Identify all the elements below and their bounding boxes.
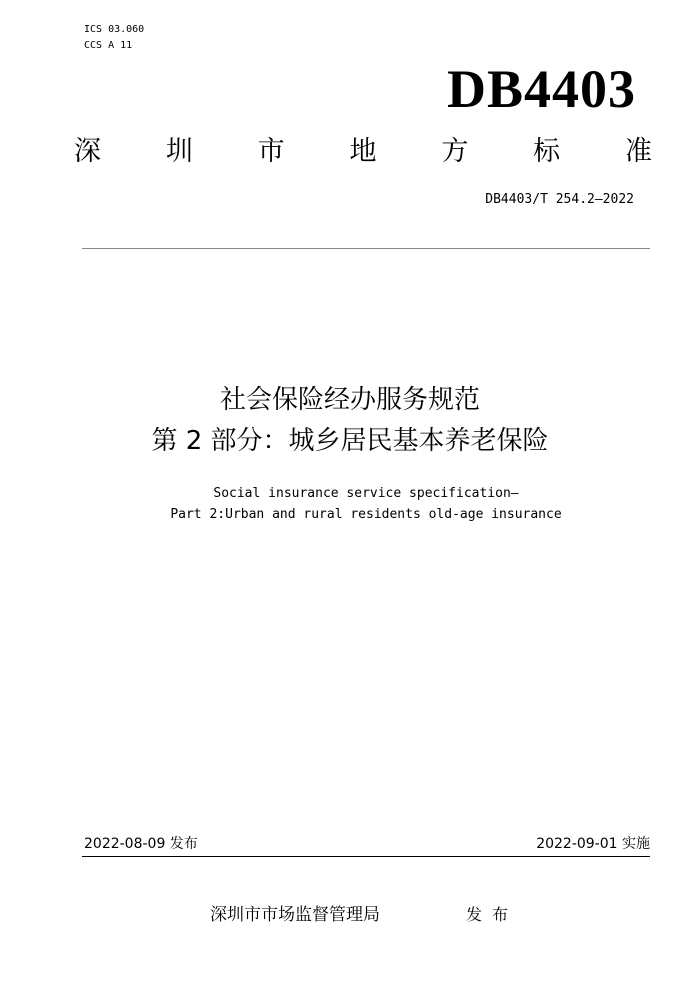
classification-codes — [84, 22, 144, 54]
standard-type-char: 标 — [533, 136, 561, 167]
standard-number: DB4403/T 254.2—2022 — [485, 192, 634, 207]
title-english-line2: Part 2:Urban and rural residents old-age insurance — [170, 507, 562, 522]
standard-type-char: 市 — [257, 136, 285, 167]
publish-date: 2022-08-09 发布 — [84, 836, 198, 852]
issue-label: 发布 — [466, 905, 519, 924]
standard-type-char: 深 — [74, 136, 101, 167]
standard-code: DB4403 — [446, 59, 636, 119]
header-divider — [82, 248, 650, 249]
date-divider — [82, 856, 650, 857]
title-chinese-line1: 社会保险经办服务规范 — [219, 385, 480, 415]
title-chinese-line2: 第 2 部分：城乡居民基本养老保险 — [151, 426, 549, 456]
standard-type-char: 准 — [624, 136, 652, 167]
standard-type-char: 地 — [349, 136, 377, 167]
title-english-line1: Social insurance service specification— — [213, 486, 519, 501]
ccs-code: CCS A 11 — [84, 40, 133, 51]
issuing-authority: 深圳市市场监督管理局 — [210, 905, 380, 925]
implement-date: 2022-09-01 实施 — [536, 836, 650, 852]
standard-type-char: 方 — [441, 136, 469, 167]
ics-code: ICS 03.060 — [84, 24, 145, 35]
standard-type — [74, 132, 652, 172]
standard-type-char: 圳 — [165, 136, 193, 167]
